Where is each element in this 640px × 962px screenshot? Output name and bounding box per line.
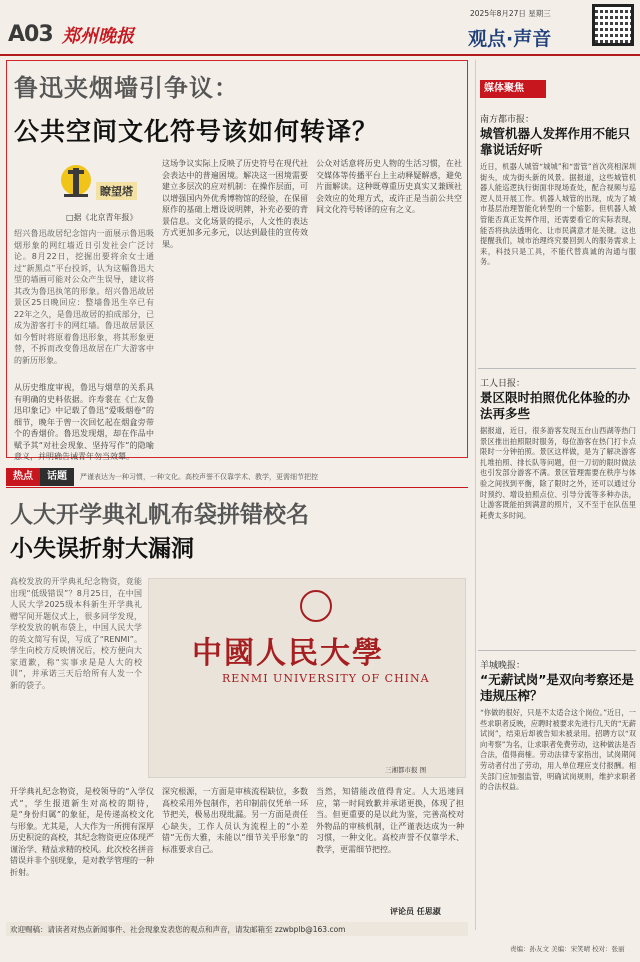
media-focus-tag: 媒体聚焦 — [480, 80, 546, 98]
hot-tag: 热点 — [6, 468, 40, 486]
sidebar-item2-source: 工人日报： — [480, 379, 526, 389]
qr-code-icon — [592, 4, 634, 46]
commentator: 评论员 任思淑 — [390, 907, 441, 916]
page-number: A03 — [8, 22, 53, 47]
top-article-title-line2: 公共空间文化符号该如何转译？ — [14, 117, 379, 146]
topic-tag: 话题 — [40, 468, 74, 486]
sidebar-item1-title: 城管机器人发挥作用不能只靠说话好听 — [480, 126, 631, 157]
photo-university-name: 中國人民大學 — [192, 636, 384, 671]
sidebar-item3-body: “你做的很好，只是不太适合这个岗位。”近日，一些求职者反映，应聘时被要求先进行几天的“无薪试岗”，结束后却被告知未被录用。招聘方以“双向考察”为名，让求职者免费劳动，这种做法是否合法，值得商榷。劳动法律专家指出，试岗期间劳动者付出了劳动，用人单位理应支付报酬。相关部门应加强监管，明确试岗规则，维护求职者的合法权益。 — [480, 708, 636, 792]
article-byline: □据《北京青年报》 — [66, 213, 138, 222]
second-article-col2: 深究根源，一方面是审核流程缺位，多数高校采用外包制作，若印制前仅凭单一环节把关，极易出现纰漏。另一方面是责任心缺失，工作人员认为流程上的“小差错”无伤大雅，未能以“细节关乎形象”的标准要求自己。 — [162, 787, 308, 854]
sidebar-item2-body: 据报道，近日，很多游客发现五台山西湖等热门景区推出拍照限时服务，每位游客在热门打卡点限时一分钟拍照。景区这样做，是为了解决游客扎堆拍照、排长队等问题，但一刀切的限时做法也引发部分游客不满。景区管理需要在秩序与体验之间找到平衡，除了限时之外，还可以通过分时预约、增设拍照点位、引导分流等多种办法，让游客既能拍到满意的照片，又不至于在队伍里耗费太多时间。 — [480, 426, 636, 520]
hot-bar-divider — [6, 487, 468, 488]
masthead-divider — [0, 54, 640, 56]
sidebar-separator — [478, 650, 636, 651]
submission-notice: 欢迎赐稿：请读者对热点新闻事件、社会现象发表您的观点和声音，请发邮箱至 zzwbplb@163.com — [10, 925, 346, 934]
watchtower-icon — [54, 162, 98, 200]
column-name: 瞭望塔 — [96, 182, 137, 200]
second-article-lead: 高校发放的开学典礼纪念物资，竟能出现“低级错误”？8月25日，在中国人民大学2025级本科新生开学典礼赠罕间开题仪式上，很多同学发现，学校发放的帆布袋上，中国人民大学的英文简写有误，写成了“RENMI”。学生向校方反映情况后，校方便向大家道歉，称“实事求是是人大的校训”，并承诺三天后给所有人发一个新的袋子。 — [10, 577, 142, 690]
photo-credit: 三湘都市报 图 — [385, 766, 427, 774]
second-article-col3: 当然，知错能改值得肯定。人大迅速回应，第一时间致歉并承诺更换，体现了担当。但更重要的是以此为鉴，完善高校对外物品的审核机制，让严谨表达成为一种习惯，一种文化。高校声誉不仅靠学术、教学，更需细节把控。 — [316, 787, 464, 854]
paper-logo: 郑州晚报 — [62, 26, 134, 47]
university-seal-icon — [300, 590, 332, 622]
editor-credits: 责编：孙友文 美编：宋笑晴 校对：张丽 — [510, 945, 625, 953]
sidebar-item3-source: 羊城晚报： — [480, 661, 526, 671]
top-article-col3: 公众对话意将历史人物的生活习惯，在社交媒体等传播平台上主动释疑解惑，避免片面解读。这种既尊重历史真实又兼顾社会效应的处理方式，或许正是当前公共空间文化符号转译的应有之义。 — [316, 159, 462, 214]
sidebar-item2-title: 景区限时拍照优化体验的办法再多些 — [480, 390, 631, 421]
top-article-lead: 绍兴鲁迅故居纪念馆内一面展示鲁迅吸烟形象的网红墙近日引发社会广泛讨论。8月22日，挖掘出要将余女士通过“新黑点”平台投诉，认为这幅鲁迅大型的墙画可能对公众产生误导，建议将其改为鲁迅执笔的形象。绍兴鲁迅故居景区25日晚回应：整墙鲁迅生卒已有22年之久，是鲁迅故居的拍成部分，已成为游客打卡的网红墙。鲁迅故居景区如今暂时将原着鲁迅形象，将其形象更替，不拆而改变鲁迅故居在广大游客中的新历形象。 — [14, 229, 154, 365]
second-article-title-line2: 小失误折射大漏洞 — [10, 536, 194, 562]
top-article-col2: 这场争议实际上反映了历史符号在现代社会表达中的普遍困境。解决这一困境需要建立多层次的应对机制：在操作层面，可以增强国内外优秀博物馆的经验，在保留原作的基础上增设说明牌，补充必要的背景信息。文化场景的提示，人文性的表达方式更加多元多元，以达到最佳的宣传效果。 — [162, 159, 308, 249]
top-article-col1: 从历史维度审视，鲁迅与烟草的关系具有明确的史料依据。许寿裳在《亡友鲁迅印象记》中记载了鲁迅“爱吸烟卷”的细节，晚年于曾一次回忆起在烟盒旁带个的香烟价。鲁迅发现烟，却在作品中赋予其“对社会现象、坚持写作”的隐喻意义，并明确告诫青年勿当效颦。 — [14, 383, 154, 461]
sidebar-separator — [478, 368, 636, 369]
sidebar-item1-body: 近日，机器人城管“城城”和“雷管”首次亮相深圳街头，成为街头新的风景。据报道，这些城管机器人能巡逻执行街面非现场查处，配合视频与巡逻人员开展工作。机器人城管的出现，成为了城市基层治理智能化转型的一个缩影。但机器人城管能否真正发挥作用，还需要看它的实际表现，能否将执法透明化、让市民满意才是关键。这也提醒我们，城市治理终究要回到人的服务需求上来，科技只是工具，不能代替真诚的沟通与服务。 — [480, 162, 636, 267]
section-title: 观点·声音 — [468, 28, 552, 50]
second-article-col1: 开学典礼纪念物资，是校领导的“入学仪式”，学生报道新生对高校的期待，是“身份归属”的象征，是传递高校文化与形象。尤其是，人大作为一所拥有深厚历史积淀的高校，其纪念物资更应体现严谨治学、精益求精的校风。此次校名拼音错误并非个别现象，是对教学管理的一种折射。 — [10, 787, 154, 877]
hot-topic-summary: 严谨表达为一种习惯，一种文化。高校声誉不仅靠学术、教学，更需细节把控 — [80, 473, 318, 481]
sidebar-item1-source: 南方都市报： — [480, 115, 535, 125]
top-article-title-line1: 鲁迅夹烟墙引争议： — [14, 74, 239, 102]
issue-date: 2025年8月27日 星期三 — [470, 9, 551, 18]
sidebar-divider — [475, 60, 476, 930]
photo-university-english: RENMI UNIVERSITY OF CHINA — [222, 672, 430, 685]
sidebar-item3-title: “无薪试岗”是双向考察还是违规压榨？ — [480, 672, 634, 703]
second-article-title-line1: 人大开学典礼帆布袋拼错校名 — [10, 502, 309, 528]
